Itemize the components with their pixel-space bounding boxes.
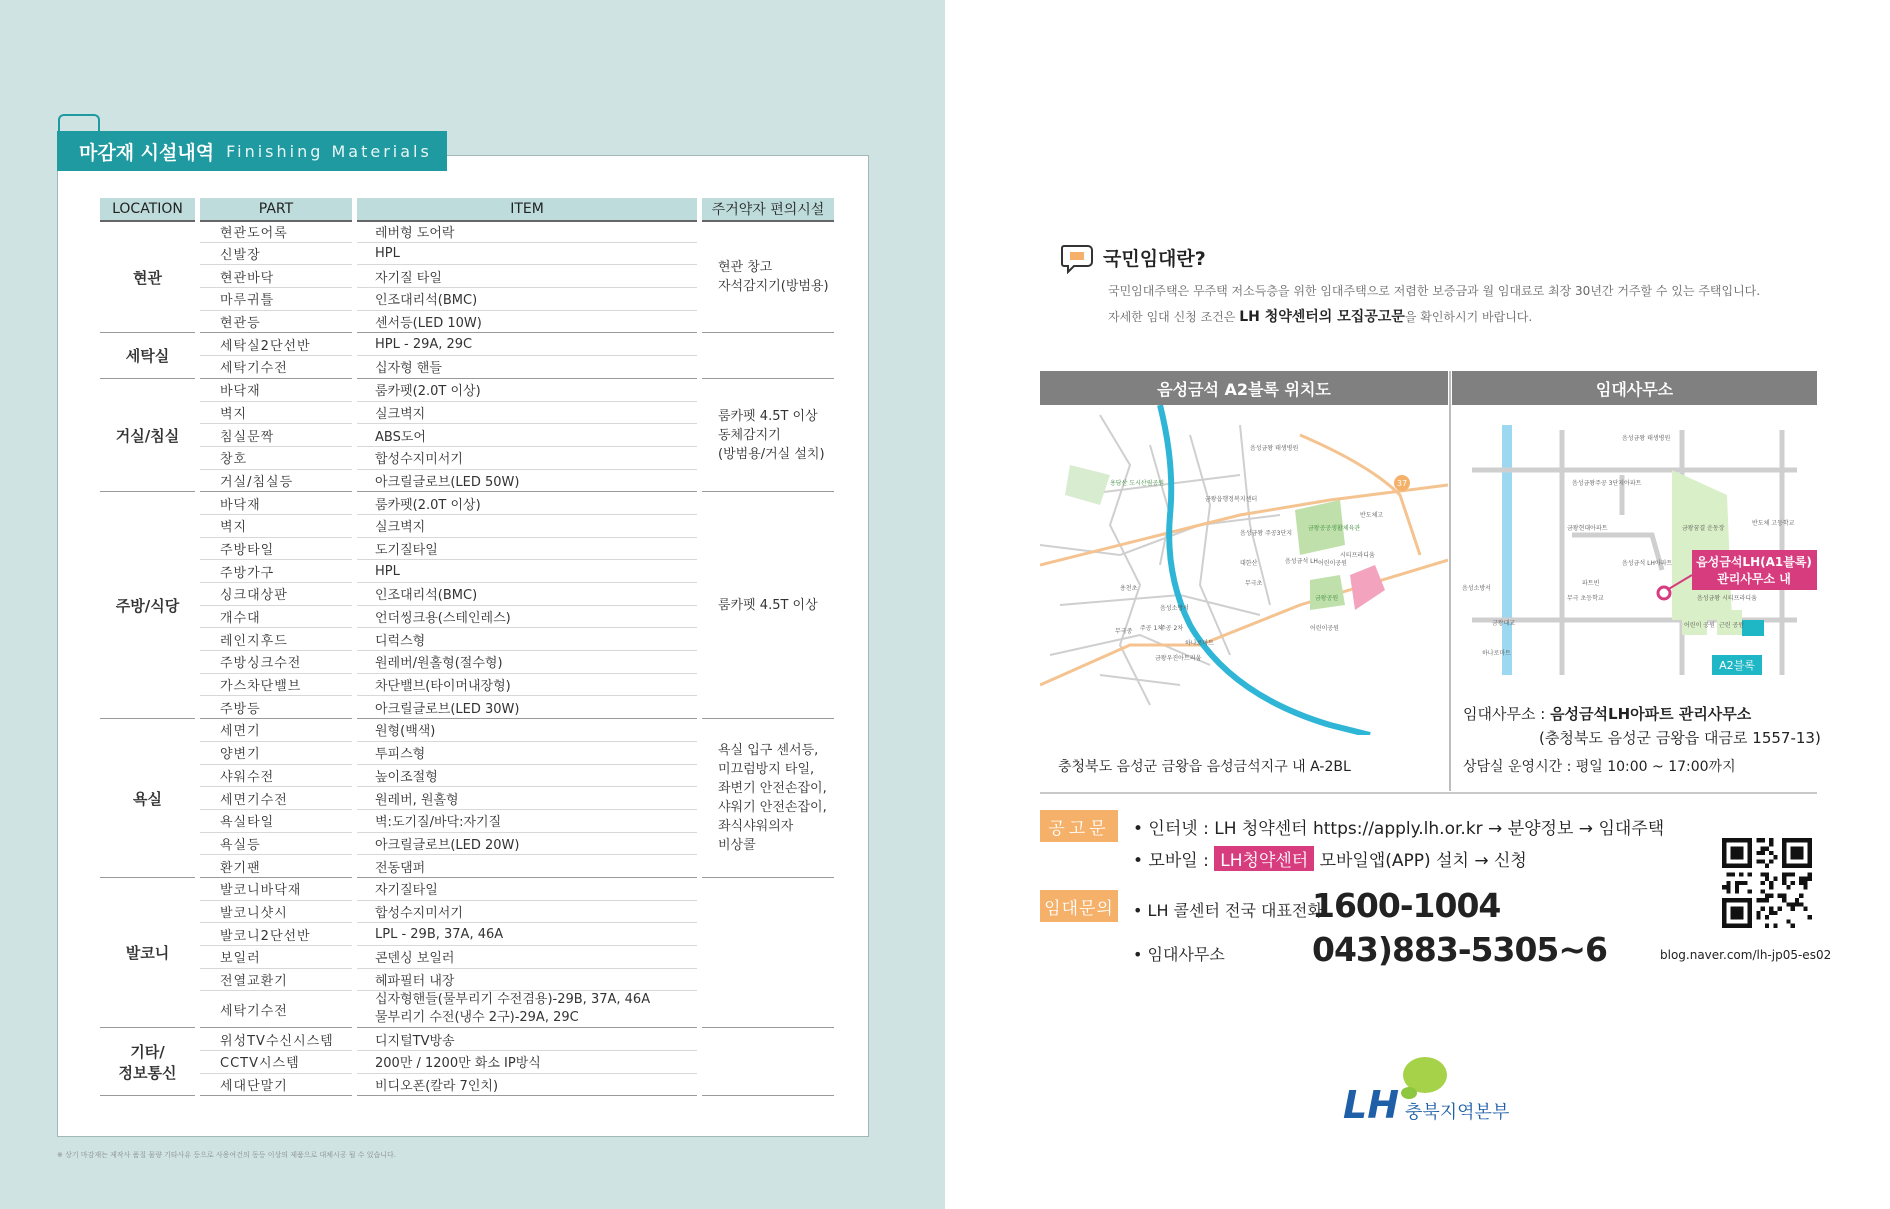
header-location: LOCATION [100, 198, 195, 220]
item-cell: 룸카펫(2.0T 이상) [357, 379, 697, 402]
part-cell: 양변기 [200, 742, 352, 765]
office-name: 음성금석LH아파트 관리사무소 [1550, 705, 1752, 723]
convenience-cell [702, 1028, 834, 1096]
faq-description [1108, 278, 1760, 330]
item-cell: 원형(백색) [357, 719, 697, 742]
part-cell: 세면기 [200, 719, 352, 742]
finishing-table [100, 198, 834, 1096]
office-map-header: 임대사무소 [1452, 371, 1817, 405]
item-cell: 차단밸브(타이머내장형) [357, 674, 697, 697]
part-cell: 현관도어록 [200, 220, 352, 243]
header-convenience: 주거약자 편의시설 [702, 198, 834, 220]
svg-text:어린이 공원: 어린이 공원 [1684, 622, 1715, 629]
item-cell: 아크릴글로브(LED 20W) [357, 833, 697, 856]
svg-text:무극중: 무극중 [1115, 628, 1133, 635]
svg-text:무극 초등학교: 무극 초등학교 [1567, 595, 1604, 602]
part-cell: 샤워수전 [200, 765, 352, 788]
lh-app-chip[interactable]: LH청약센터 [1214, 846, 1314, 871]
office-phone-label: • 임대사무소 [1133, 945, 1225, 964]
table-row [100, 719, 834, 742]
location-map [1040, 405, 1448, 735]
svg-text:근린 공원: 근린 공원 [1719, 622, 1745, 629]
office-info [1463, 702, 1821, 750]
item-cell: 원레버, 원홀형 [357, 787, 697, 810]
item-cell: 인조대리석(BMC) [357, 288, 697, 311]
location-cell: 욕실 [100, 719, 195, 878]
location-map-caption: 충청북도 음성군 금왕읍 음성금석지구 내 A-2BL [1058, 759, 1351, 775]
part-cell: 싱크대상판 [200, 583, 352, 606]
office-map [1452, 405, 1817, 685]
header-part: PART [200, 198, 352, 220]
svg-text:금왕우진아트리움: 금왕우진아트리움 [1155, 655, 1202, 662]
item-cell: HPL [357, 560, 697, 583]
callcenter-number[interactable]: 1600-1004 [1312, 886, 1501, 925]
part-cell: 세면기수전 [200, 787, 352, 810]
svg-text:음성금왕 시티프라디움: 음성금왕 시티프라디움 [1697, 595, 1757, 602]
part-cell: 전열교환기 [200, 969, 352, 992]
svg-text:금왕읍행정복지센터: 금왕읍행정복지센터 [1205, 496, 1258, 503]
item-cell: 실크벽지 [357, 402, 697, 425]
part-cell: 발코니바닥재 [200, 878, 352, 901]
park-area [1310, 575, 1345, 610]
qr-url[interactable]: blog.naver.com/lh-jp05-es02 [1660, 948, 1832, 962]
item-cell: 콘덴싱 보일러 [357, 946, 697, 969]
office-callout-line1: 음성금석LH(A1블록) [1696, 555, 1812, 569]
part-cell: 마루귀틀 [200, 288, 352, 311]
location-cell: 거실/침실 [100, 379, 195, 492]
part-cell: 환기팬 [200, 855, 352, 878]
part-cell: 가스차단밸브 [200, 674, 352, 697]
svg-text:무극초: 무극초 [1245, 580, 1263, 587]
svg-text:어린이공원: 어린이공원 [1318, 560, 1347, 567]
part-cell: 발코니샷시 [200, 901, 352, 924]
svg-text:LH: LH [1343, 1083, 1400, 1125]
svg-text:용천초: 용천초 [1120, 585, 1138, 592]
header-item: ITEM [357, 198, 697, 220]
item-cell: 원레버/원홀형(절수형) [357, 651, 697, 674]
item-cell: 헤파필터 내장 [357, 969, 697, 992]
finishing-title-ko: 마감재 시설내역 [79, 141, 215, 164]
convenience-cell [702, 878, 834, 1028]
part-cell: 발코니2단선반 [200, 923, 352, 946]
part-cell: CCTV시스템 [200, 1051, 352, 1074]
part-cell: 침실문짝 [200, 424, 352, 447]
convenience-cell [702, 333, 834, 378]
part-cell: 주방타일 [200, 538, 352, 561]
faq-line-1: 국민임대주택은 무주택 저소득층을 위한 임대주택으로 저렴한 보증금과 월 임대료로 최장 30년간 거주할 수 있는 주택입니다. [1108, 284, 1761, 298]
part-cell: 위성TV수신시스템 [200, 1028, 352, 1051]
item-cell: 높이조절형 [357, 765, 697, 788]
callcenter-label: • LH 콜센터 전국 대표전화 [1133, 901, 1323, 920]
office-address: (충청북도 음성군 금왕읍 대금로 1557-13) [1539, 729, 1821, 747]
part-cell: 주방싱크수전 [200, 651, 352, 674]
faq-title: 국민임대란? [1103, 248, 1206, 270]
svg-text:금왕공원: 금왕공원 [1315, 595, 1339, 602]
item-cell: HPL [357, 243, 697, 266]
item-cell: 실크벽지 [357, 515, 697, 538]
svg-text:음성소방서: 음성소방서 [1462, 585, 1491, 592]
office-callout-line2: 관리사무소 내 [1717, 572, 1791, 586]
svg-text:금왕대교: 금왕대교 [1492, 620, 1516, 627]
part-cell: 현관바닥 [200, 265, 352, 288]
svg-text:반도체 고등학교: 반도체 고등학교 [1752, 520, 1795, 527]
finishing-title-en: Finishing Materials [226, 141, 432, 161]
part-cell: 개수대 [200, 606, 352, 629]
svg-text:금왕꿈결 운동장: 금왕꿈결 운동장 [1682, 525, 1725, 532]
part-cell: 세탁기수전 [200, 356, 352, 379]
notice-mobile: • 모바일 : LH청약센터 모바일앱(APP) 설치 → 신청 [1133, 846, 1527, 871]
svg-text:음성금왕주공 3단지아파트: 음성금왕주공 3단지아파트 [1572, 480, 1642, 487]
item-cell: 십자형 핸들 [357, 356, 697, 379]
item-cell: 합성수지미서기 [357, 447, 697, 470]
item-cell: 아크릴글로브(LED 30W) [357, 696, 697, 719]
table-row [100, 333, 834, 356]
part-cell: 신발장 [200, 243, 352, 266]
office-phone-number[interactable]: 043)883-5305~6 [1312, 930, 1608, 969]
svg-text:금왕공공생활체육관: 금왕공공생활체육관 [1308, 525, 1361, 532]
convenience-cell: 룸카펫 4.5T 이상 동체감지기 (방범용/거실 설치) [702, 379, 834, 492]
location-cell: 주방/식당 [100, 492, 195, 719]
part-cell: 세탁기수전 [200, 991, 352, 1028]
svg-text:음성소방서: 음성소방서 [1160, 605, 1189, 612]
svg-text:주공 2차: 주공 2차 [1160, 625, 1184, 632]
speech-bubble-icon [1060, 242, 1100, 274]
convenience-cell: 욕실 입구 센서등, 미끄럼방지 타일, 좌변기 안전손잡이, 샤워기 안전손잡이, 좌식샤워의자 비상콜 [702, 719, 834, 878]
part-cell: 욕실타일 [200, 810, 352, 833]
svg-text:반도체고: 반도체고 [1360, 512, 1384, 519]
part-cell: 주방가구 [200, 560, 352, 583]
item-cell: 룸카펫(2.0T 이상) [357, 492, 697, 515]
item-cell: 도기질타일 [357, 538, 697, 561]
part-cell: 벽지 [200, 402, 352, 425]
qr-code-icon[interactable] [1722, 838, 1812, 928]
part-cell: 벽지 [200, 515, 352, 538]
item-cell: 자기질 타일 [357, 265, 697, 288]
svg-text:하나로마트: 하나로마트 [1482, 650, 1511, 657]
part-cell: 욕실등 [200, 833, 352, 856]
svg-text:대한산: 대한산 [1240, 560, 1258, 567]
park-area [1065, 465, 1110, 505]
notice-internet[interactable]: • 인터넷 : LH 청약센터 https://apply.lh.or.kr → 분양정보 → 임대주택 [1133, 819, 1665, 839]
table-row [100, 878, 834, 901]
table-row [100, 220, 834, 243]
a2-block-label: A2블록 [1719, 659, 1755, 672]
svg-text:시티프라디움: 시티프라디움 [1340, 552, 1375, 559]
svg-text:주공 1차: 주공 1차 [1140, 625, 1164, 632]
svg-text:충북지역본부: 충북지역본부 [1405, 1102, 1510, 1123]
table-row [100, 492, 834, 515]
convenience-cell: 룸카펫 4.5T 이상 [702, 492, 834, 719]
item-cell: 200만 / 1200만 화소 IP방식 [357, 1051, 697, 1074]
location-cell: 현관 [100, 220, 195, 333]
location-cell: 기타/ 정보통신 [100, 1028, 195, 1096]
finishing-table-body [100, 220, 834, 1096]
item-cell: 합성수지미서기 [357, 901, 697, 924]
part-cell: 거실/침실등 [200, 470, 352, 493]
item-cell: 자기질타일 [357, 878, 697, 901]
office-label: 임대사무소 : [1463, 705, 1546, 723]
svg-text:음성금왕 주공3단지: 음성금왕 주공3단지 [1240, 530, 1293, 537]
svg-text:파트빈: 파트빈 [1582, 580, 1600, 587]
location-map-labels [1110, 444, 1383, 662]
part-cell: 세탁실2단선반 [200, 333, 352, 356]
part-cell: 바닥재 [200, 492, 352, 515]
part-cell: 세대단말기 [200, 1074, 352, 1097]
part-cell: 주방등 [200, 696, 352, 719]
lh-logo [1343, 1055, 1523, 1125]
item-cell: 십자형핸들(물부리기 수전겸용)-29B, 37A, 46A 물부리기 수전(냉수 2구)-29A, 29C [357, 991, 697, 1028]
contact-badge: 임대문의 [1040, 890, 1118, 922]
svg-text:하나로마트: 하나로마트 [1185, 640, 1214, 647]
part-cell: 창호 [200, 447, 352, 470]
part-cell: 레인지후드 [200, 628, 352, 651]
location-cell: 발코니 [100, 878, 195, 1028]
table-row [100, 379, 834, 402]
item-cell: 언더씽크용(스테인레스) [357, 606, 697, 629]
item-cell: 전동댐퍼 [357, 855, 697, 878]
svg-text:음성금왕 태생병원: 음성금왕 태생병원 [1250, 445, 1299, 452]
notice-badge: 공고문 [1040, 810, 1118, 842]
part-cell: 바닥재 [200, 379, 352, 402]
part-cell: 보일러 [200, 946, 352, 969]
item-cell: 디지털TV방송 [357, 1028, 697, 1051]
part-cell: 현관등 [200, 311, 352, 334]
finishing-footnote: ※ 상기 마감재는 제작사 품질 물량 기타사유 등으로 사용여건의 동등 이상의 제품으로 대체시공 될 수 있습니다. [57, 1151, 396, 1159]
item-cell: 투피스형 [357, 742, 697, 765]
svg-text:음성금왕 태생병원: 음성금왕 태생병원 [1622, 435, 1671, 442]
item-cell: 인조대리석(BMC) [357, 583, 697, 606]
svg-text:어린이공원: 어린이공원 [1310, 625, 1339, 632]
site-a2-block [1350, 565, 1385, 610]
svg-text:용담산 도시산림공원: 용담산 도시산림공원 [1110, 480, 1165, 487]
column-divider [1449, 371, 1451, 791]
faq-line-2: 자세한 임대 신청 조건은 LH 청약센터의 모집공고문을 확인하시기 바랍니다. [1108, 309, 1533, 325]
finishing-title-bar [57, 131, 447, 171]
item-cell: LPL - 29B, 37A, 46A [357, 923, 697, 946]
location-map-header: 음성금석 A2블록 위치도 [1040, 371, 1448, 405]
route-badge-label: 37 [1396, 479, 1408, 488]
convenience-cell: 현관 창고 자석감지기(방범용) [702, 220, 834, 333]
svg-text:음성금석 LH아파트: 음성금석 LH아파트 [1622, 560, 1673, 567]
item-cell: 아크릴글로브(LED 50W) [357, 470, 697, 493]
item-cell: 레버형 도어락 [357, 220, 697, 243]
item-cell: HPL - 29A, 29C [357, 333, 697, 356]
item-cell: 센서등(LED 10W) [357, 311, 697, 334]
office-hours: 상담실 운영시간 : 평일 10:00 ~ 17:00까지 [1463, 759, 1736, 775]
item-cell: 디럭스형 [357, 628, 697, 651]
item-cell: 비디오폰(칼라 7인치) [357, 1074, 697, 1097]
svg-text:금왕현대아파트: 금왕현대아파트 [1567, 525, 1608, 532]
item-cell: ABS도어 [357, 424, 697, 447]
location-cell: 세탁실 [100, 333, 195, 378]
table-row [100, 1028, 834, 1051]
item-cell: 벽:도기질/바닥:자기질 [357, 810, 697, 833]
svg-text:음성금석 LH: 음성금석 LH [1285, 558, 1318, 565]
section-divider [1040, 792, 1817, 794]
